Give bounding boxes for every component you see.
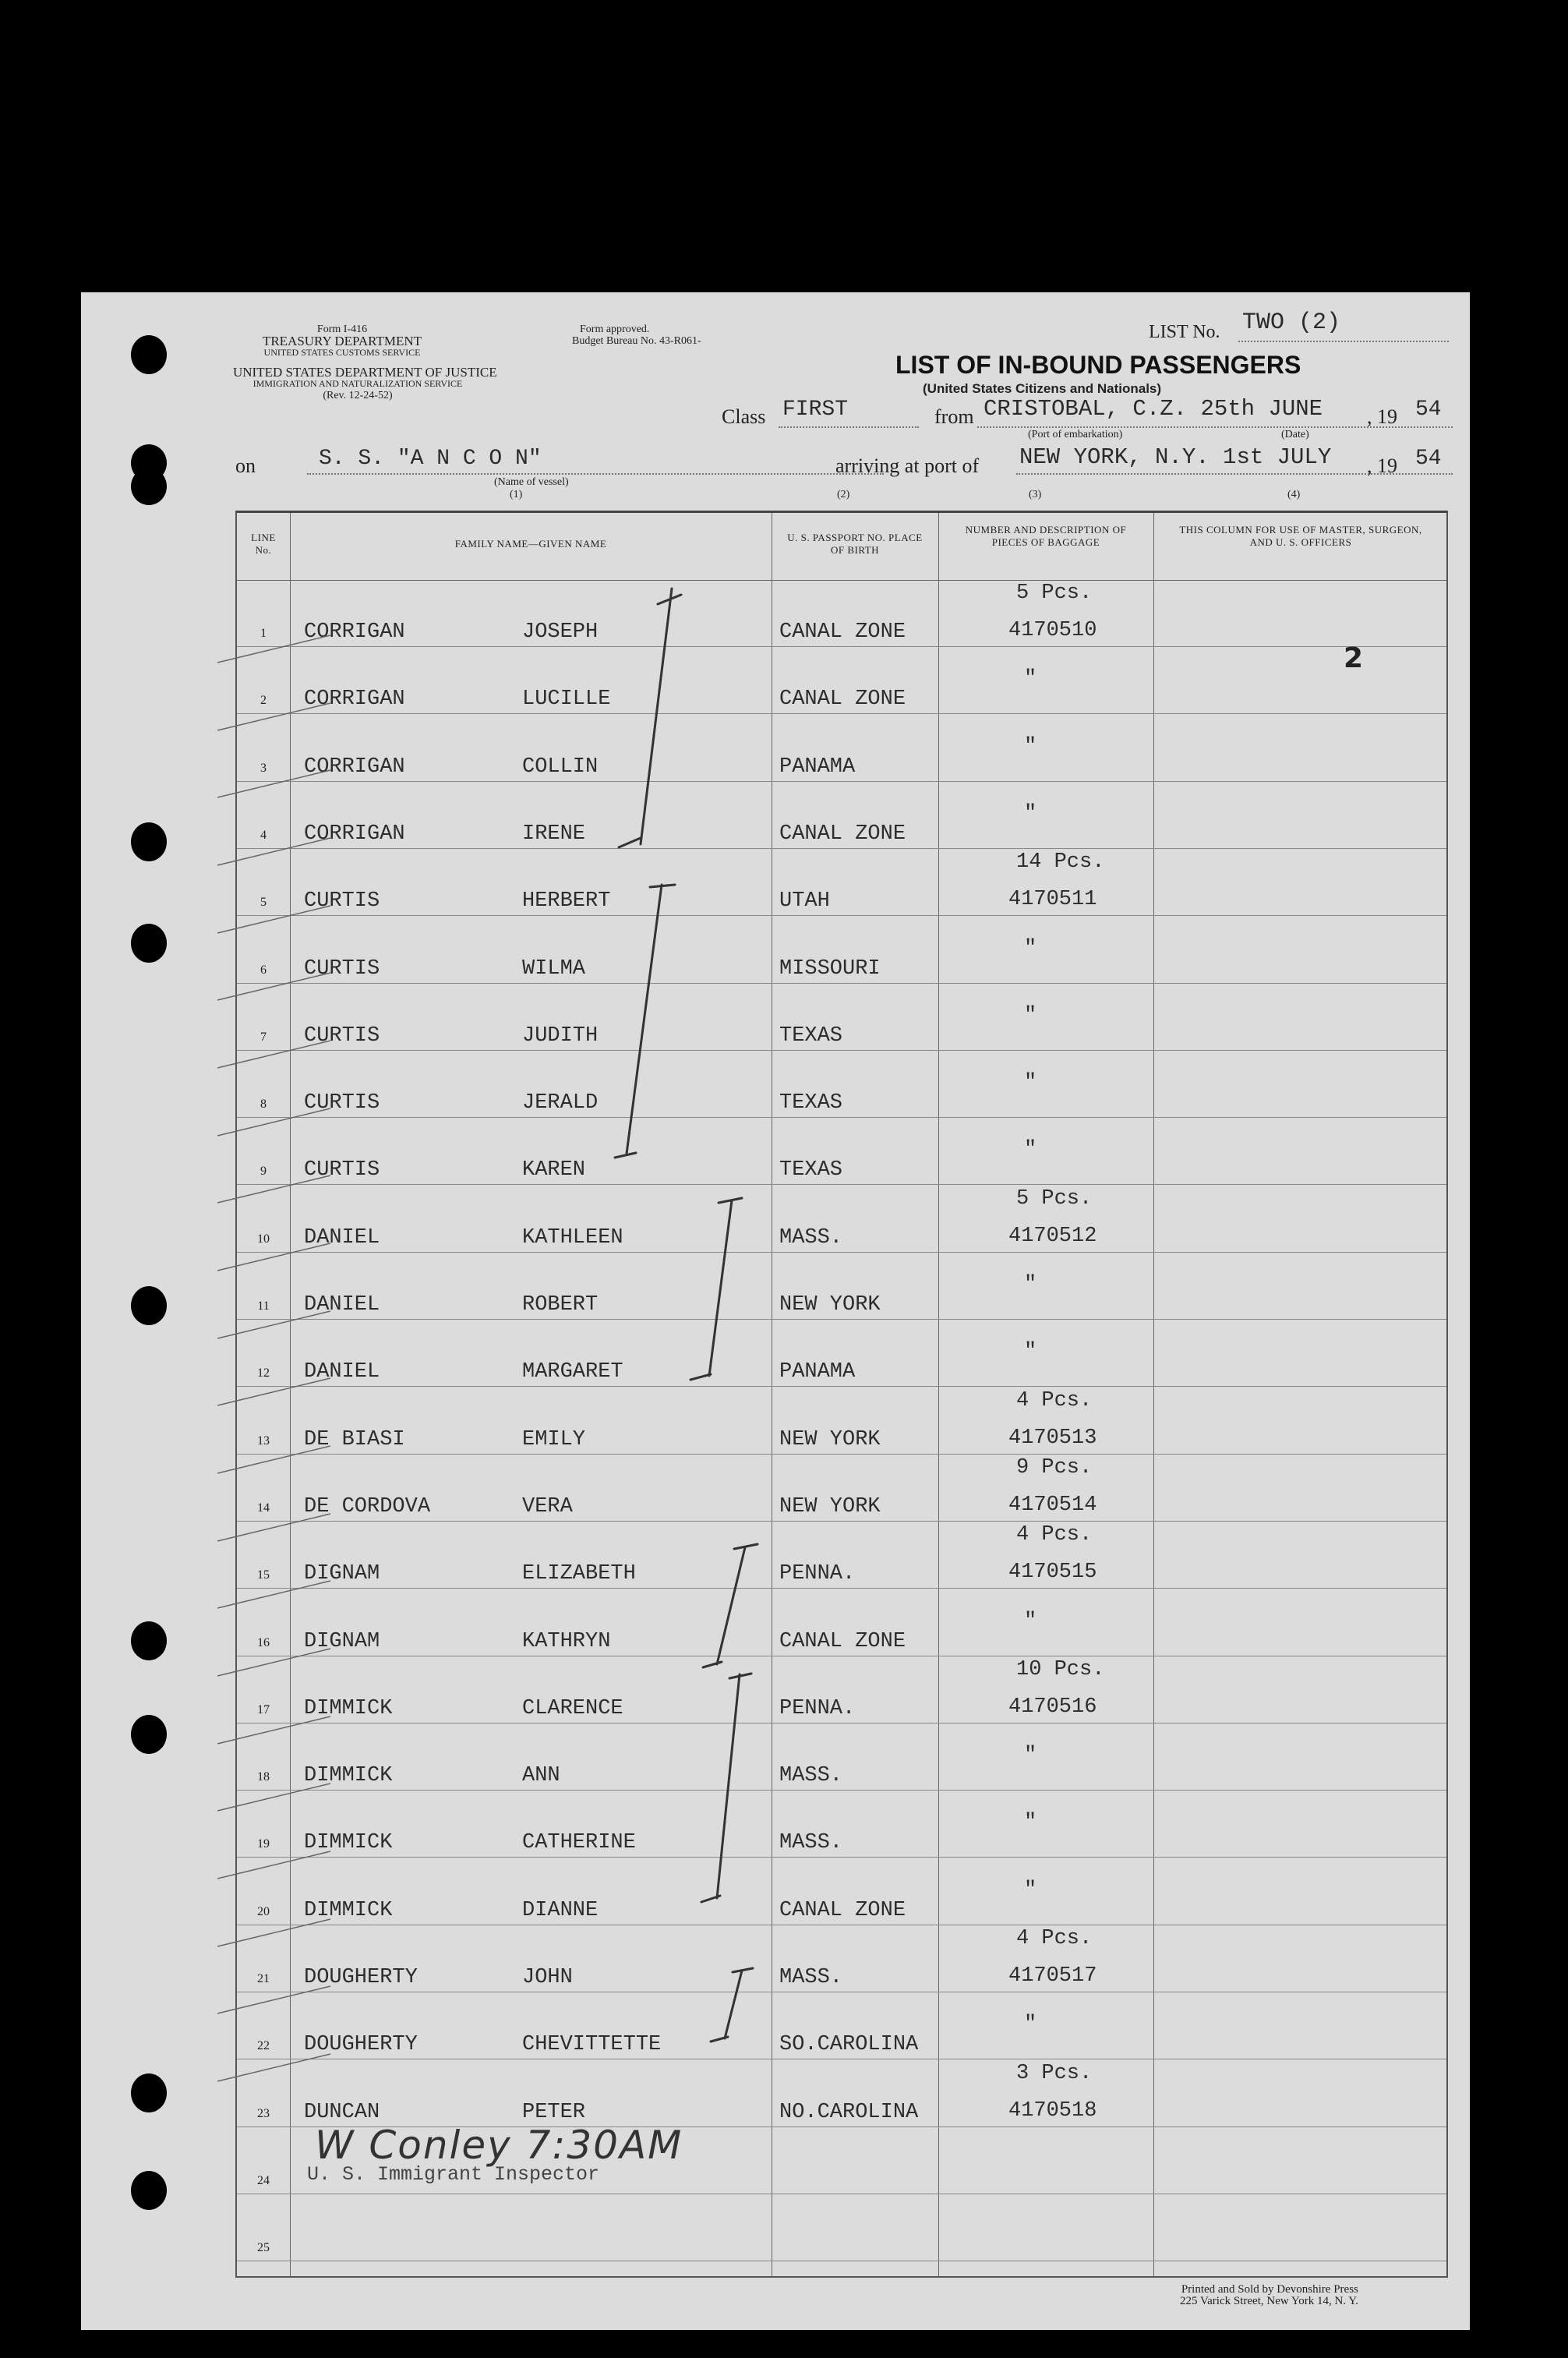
baggage-pieces: 4 Pcs. (1016, 1523, 1093, 1547)
family-name: CURTIS (304, 1023, 380, 1048)
family-name: DANIEL (304, 1225, 380, 1250)
approval-block (572, 323, 751, 347)
table-row (237, 1992, 1446, 2059)
family-name: CORRIGAN (304, 755, 405, 779)
year2-prefix: , 19 (1367, 454, 1397, 477)
line-number: 21 (257, 1972, 270, 1985)
justice-block (233, 365, 497, 401)
place-of-birth: MASS. (779, 1225, 843, 1250)
line-number: 18 (257, 1770, 270, 1784)
inspector-signature: W Conley 7:30AM (315, 2123, 683, 2168)
embark-value: CRISTOBAL, C.Z. 25th JUNE (984, 396, 1323, 422)
table-row (237, 984, 1446, 1051)
list-no-value: TWO (2) (1242, 309, 1341, 336)
place-of-birth: NEW YORK (779, 1427, 881, 1451)
given-name: KATHRYN (522, 1629, 611, 1653)
baggage-pieces: 14 Pcs. (1016, 850, 1105, 875)
table-row (237, 1388, 1446, 1455)
baggage-number: " (1024, 936, 1037, 960)
given-name: KATHLEEN (522, 1225, 623, 1250)
punch-hole (131, 335, 167, 374)
family-name: DE BIASI (304, 1427, 405, 1451)
place-of-birth: MISSOURI (779, 956, 881, 981)
place-of-birth: SO.CAROLINA (779, 2033, 919, 2057)
baggage-number: " (1024, 1811, 1037, 1835)
table-row (237, 1455, 1446, 1522)
family-name: DIGNAM (304, 1629, 380, 1653)
punch-hole (131, 924, 167, 963)
col-num-3: (3) (1029, 489, 1042, 500)
baggage-pieces: 10 Pcs. (1016, 1657, 1105, 1681)
arriving-label: arriving at port of (835, 454, 980, 477)
line-number: 7 (260, 1030, 267, 1044)
family-name: DE CORDOVA (304, 1494, 431, 1518)
punch-hole (131, 822, 167, 861)
baggage-number: " (1024, 1744, 1037, 1768)
baggage-number: " (1024, 667, 1037, 691)
given-name: COLLIN (522, 755, 599, 779)
place-of-birth: MASS. (779, 1764, 843, 1788)
justice-dept: UNITED STATES DEPARTMENT OF JUSTICE (233, 365, 497, 380)
year1-value: 54 (1415, 398, 1442, 422)
given-name: ELIZABETH (522, 1562, 636, 1586)
line-number: 4 (260, 828, 267, 842)
col-num-4: (4) (1287, 489, 1301, 500)
table-row (237, 1791, 1446, 1858)
family-name: DUNCAN (304, 2100, 380, 2124)
list-no-line (1238, 341, 1449, 342)
vessel-name: S. S. "A N C O N" (319, 447, 542, 471)
ins-service: IMMIGRATION AND NATURALIZATION SERVICE (253, 378, 463, 389)
place-of-birth: UTAH (779, 889, 830, 914)
inspector-title: U. S. Immigrant Inspector (307, 2163, 600, 2186)
header-name: FAMILY NAME—GIVEN NAME (454, 538, 607, 550)
place-of-birth: PENNA. (779, 1562, 856, 1586)
family-name: DIMMICK (304, 1831, 393, 1855)
form-approved: Form approved. (580, 323, 650, 335)
line-number: 14 (257, 1501, 270, 1515)
printer-line-1: Printed and Sold by Devonshire Press (1181, 2283, 1358, 2296)
baggage-number: " (1024, 1003, 1037, 1027)
given-name: CHEVITTETTE (522, 2033, 662, 2057)
line-number: 24 (257, 2173, 270, 2187)
baggage-number: 4170518 (1008, 2098, 1097, 2123)
line-number: 19 (257, 1837, 270, 1851)
family-name: DIMMICK (304, 1764, 393, 1788)
form-number: Form I-416 (316, 323, 368, 335)
line-number: 20 (257, 1904, 270, 1918)
from-label: from (934, 405, 974, 428)
table-header (237, 513, 1446, 581)
table-row (237, 1723, 1446, 1791)
table-row (237, 642, 1446, 714)
place-of-birth: PENNA. (779, 1696, 856, 1720)
line-number: 16 (257, 1635, 270, 1649)
printer-line-2: 225 Varick Street, New York 14, N. Y. (1180, 2295, 1358, 2307)
place-of-birth: CANAL ZONE (779, 1898, 906, 1922)
baggage-pieces: 3 Pcs. (1016, 2061, 1093, 2085)
given-name: IRENE (522, 822, 586, 846)
vessel-caption: (Name of vessel) (494, 476, 569, 488)
given-name: ROBERT (522, 1293, 599, 1317)
passenger-table (235, 511, 1448, 2278)
family-name: CURTIS (304, 956, 380, 981)
on-label: on (235, 454, 256, 477)
list-no-label: LIST No. (1149, 322, 1220, 342)
baggage-number: 4170516 (1008, 1695, 1097, 1719)
given-name: DIANNE (522, 1898, 599, 1922)
given-name: ANN (522, 1764, 560, 1788)
baggage-number: " (1024, 1138, 1037, 1162)
baggage-pieces: 5 Pcs. (1016, 582, 1093, 605)
place-of-birth: NO.CAROLINA (779, 2100, 919, 2124)
place-of-birth: CANAL ZONE (779, 620, 906, 644)
place-of-birth: CANAL ZONE (779, 822, 906, 846)
table-row (237, 1118, 1446, 1185)
given-name: JUDITH (522, 1023, 599, 1048)
line-number: 22 (257, 2039, 270, 2053)
baggage-number: " (1024, 1273, 1037, 1296)
table-row (237, 1925, 1446, 1992)
table-row (237, 580, 1446, 647)
table-row (237, 1320, 1446, 1387)
baggage-number: " (1024, 734, 1037, 758)
line-number: 25 (257, 2241, 270, 2255)
table-row (237, 1589, 1446, 1656)
line-number: 2 (260, 694, 267, 708)
given-name: MARGARET (522, 1360, 623, 1384)
class-line (779, 426, 919, 428)
place-of-birth: PANAMA (779, 1360, 856, 1384)
given-name: CATHERINE (522, 1831, 636, 1855)
baggage-number: " (1024, 2013, 1037, 2037)
class-value: FIRST (782, 398, 849, 422)
line-number: 23 (257, 2106, 270, 2120)
place-of-birth: PANAMA (779, 755, 856, 779)
given-name: VERA (522, 1494, 573, 1518)
punch-hole (131, 1621, 167, 1660)
family-name: CURTIS (304, 1158, 380, 1183)
manifest-page (81, 292, 1470, 2330)
baggage-number: 4170517 (1008, 1964, 1097, 1988)
place-of-birth: NEW YORK (779, 1494, 881, 1518)
table-row (237, 782, 1446, 849)
class-label: Class (722, 405, 766, 428)
line-number: 10 (257, 1232, 270, 1246)
given-name: JERALD (522, 1091, 599, 1115)
given-name: LUCILLE (522, 688, 611, 712)
table-row (237, 2194, 1446, 2261)
family-name: CORRIGAN (304, 822, 405, 846)
table-row (237, 917, 1446, 984)
line-number: 1 (260, 627, 267, 640)
family-name: CURTIS (304, 1091, 380, 1115)
baggage-number: " (1024, 1071, 1037, 1095)
line-number: 15 (257, 1568, 270, 1582)
budget-bureau: Budget Bureau No. 43-R061- (572, 335, 701, 347)
line-number: 8 (260, 1098, 267, 1112)
given-name: KAREN (522, 1158, 586, 1183)
line-number: 13 (257, 1434, 270, 1448)
line-number: 12 (257, 1366, 270, 1381)
arrival-value: NEW YORK, N.Y. 1st JULY (1019, 444, 1332, 470)
baggage-number: 4170515 (1008, 1561, 1097, 1585)
place-of-birth: TEXAS (779, 1023, 843, 1048)
family-name: DIMMICK (304, 1898, 393, 1922)
embark-line (977, 426, 1453, 428)
given-name: WILMA (522, 956, 586, 981)
given-name: EMILY (522, 1427, 586, 1451)
table-row (237, 715, 1446, 782)
family-name: DANIEL (304, 1293, 380, 1317)
table-row (237, 1186, 1446, 1253)
col-num-1: (1) (510, 489, 523, 500)
family-name: DOUGHERTY (304, 1966, 418, 1989)
line-number: 11 (257, 1299, 270, 1313)
family-name: DOUGHERTY (304, 2033, 418, 2057)
family-name: CORRIGAN (304, 688, 405, 712)
form-agency-block (233, 323, 451, 359)
punch-hole (131, 468, 167, 505)
baggage-number: " (1024, 1878, 1037, 1902)
family-name: CORRIGAN (304, 620, 405, 644)
given-name: JOHN (522, 1966, 573, 1989)
col-num-2: (2) (837, 489, 850, 500)
header-officers: THIS COLUMN FOR USE OF MASTER, SURGEON, AND U. S. OFFICERS (1179, 524, 1422, 548)
given-name: CLARENCE (522, 1696, 623, 1720)
baggage-number: " (1024, 801, 1037, 825)
baggage-number: 4170514 (1008, 1493, 1097, 1517)
family-name: DIMMICK (304, 1696, 393, 1720)
officer-note: 2 (1344, 642, 1364, 675)
table-row (237, 849, 1446, 916)
baggage-number: 4170511 (1008, 888, 1097, 912)
year1-prefix: , 19 (1367, 405, 1397, 428)
baggage-number: " (1024, 1340, 1037, 1364)
table-row (237, 1051, 1446, 1118)
place-of-birth: MASS. (779, 1966, 843, 1989)
punch-hole (131, 1286, 167, 1325)
place-of-birth: CANAL ZONE (779, 1629, 906, 1653)
baggage-number: 4170510 (1008, 619, 1097, 642)
baggage-pieces: 4 Pcs. (1016, 1927, 1093, 1950)
vessel-line (307, 473, 884, 475)
header-line-no: LINE No. (251, 532, 276, 556)
given-name: HERBERT (522, 889, 611, 914)
form-title: LIST OF IN-BOUND PASSENGERS (895, 351, 1301, 379)
customs-service: UNITED STATES CUSTOMS SERVICE (263, 347, 421, 358)
given-name: PETER (522, 2100, 586, 2124)
place-of-birth: CANAL ZONE (779, 688, 906, 712)
header-passport: U. S. PASSPORT NO. PLACE OF BIRTH (787, 532, 923, 556)
given-name: JOSEPH (522, 620, 599, 644)
printer-imprint (1180, 2284, 1358, 2307)
header-baggage: NUMBER AND DESCRIPTION OF PIECES OF BAGGAGE (965, 524, 1127, 548)
line-number: 17 (257, 1702, 270, 1716)
revision: (Rev. 12-24-52) (323, 390, 393, 401)
place-of-birth: TEXAS (779, 1091, 843, 1115)
line-number: 3 (260, 761, 267, 775)
line-number: 6 (260, 963, 267, 977)
place-of-birth: TEXAS (779, 1158, 843, 1183)
line-number: 9 (260, 1165, 267, 1179)
date-caption: (Date) (1281, 429, 1309, 440)
baggage-number: " (1024, 1609, 1037, 1633)
baggage-number: 4170512 (1008, 1224, 1097, 1248)
baggage-number: 4170513 (1008, 1426, 1097, 1450)
table-row (237, 1522, 1446, 1589)
punch-hole (131, 2073, 167, 2112)
table-row (237, 1253, 1446, 1320)
punch-hole (131, 1715, 167, 1754)
family-name: DANIEL (304, 1360, 380, 1384)
family-name: CURTIS (304, 889, 380, 914)
baggage-pieces: 9 Pcs. (1016, 1455, 1093, 1479)
punch-hole (131, 2171, 167, 2210)
place-of-birth: MASS. (779, 1831, 843, 1855)
table-row (237, 1858, 1446, 1925)
line-number: 5 (260, 896, 267, 910)
baggage-pieces: 5 Pcs. (1016, 1186, 1093, 1211)
place-of-birth: NEW YORK (779, 1293, 881, 1317)
treasury-dept: TREASURY DEPARTMENT (262, 334, 422, 348)
family-name: DIGNAM (304, 1562, 380, 1586)
form-subtitle: (United States Citizens and Nationals) (923, 381, 1162, 396)
table-row (237, 1656, 1446, 1723)
year2-value: 54 (1415, 447, 1442, 471)
arrival-line (1016, 473, 1453, 475)
table-row (237, 2060, 1446, 2127)
baggage-pieces: 4 Pcs. (1016, 1388, 1093, 1412)
embark-caption: (Port of embarkation) (1028, 429, 1123, 440)
